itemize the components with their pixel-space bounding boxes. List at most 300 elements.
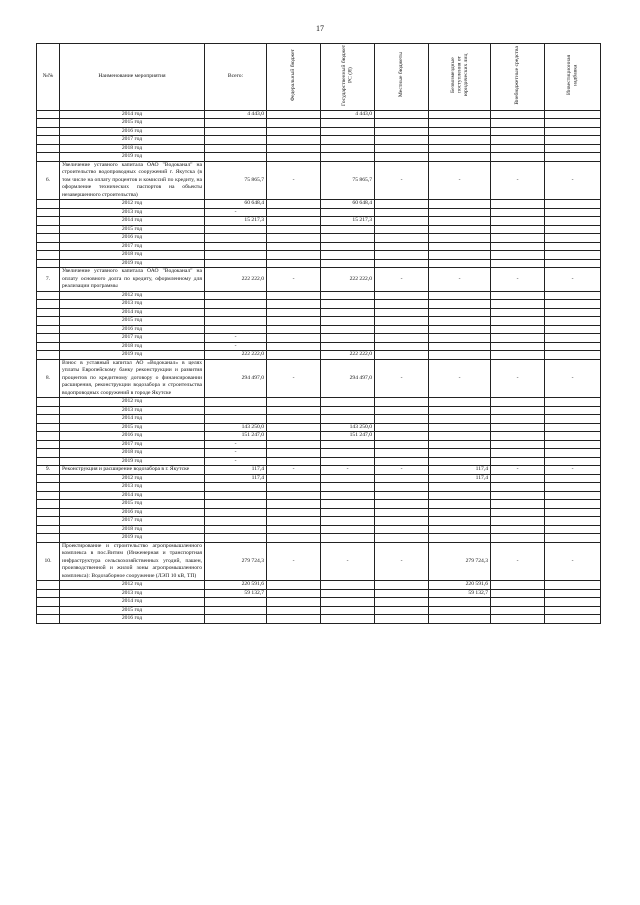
measure-number-cell — [37, 491, 60, 500]
local-value-cell — [375, 449, 429, 458]
total-value-cell: 4 443,0 — [205, 110, 267, 119]
grants-value-cell — [429, 110, 491, 119]
total-value-cell — [205, 144, 267, 153]
total-value-cell: 294 497,0 — [205, 359, 267, 398]
state-value-cell — [321, 398, 375, 407]
investment-value-cell — [545, 491, 601, 500]
total-value-cell — [205, 119, 267, 128]
state-value-cell — [321, 300, 375, 309]
grants-value-cell — [429, 234, 491, 243]
year-row — [37, 291, 601, 300]
total-value-cell: 143 250,0 — [205, 423, 267, 432]
measure-number-cell — [37, 351, 60, 360]
total-value-cell: 117,4 — [205, 466, 267, 475]
state-value-cell — [321, 415, 375, 424]
total-value-cell — [205, 406, 267, 415]
grants-value-cell — [429, 517, 491, 526]
extrabudget-value-cell — [491, 200, 545, 209]
grants-value-cell — [429, 500, 491, 509]
federal-value-cell — [267, 398, 321, 407]
investment-value-cell — [545, 517, 601, 526]
grants-value-cell — [429, 217, 491, 226]
state-value-cell: 222 222,0 — [321, 268, 375, 292]
grants-value-cell — [429, 457, 491, 466]
total-value-cell — [205, 127, 267, 136]
local-value-cell: - — [375, 161, 429, 200]
year-label-cell: 2014 год — [60, 110, 205, 119]
measure-number-cell — [37, 449, 60, 458]
federal-value-cell: - — [267, 268, 321, 292]
year-row — [37, 491, 601, 500]
header-investment: Инвестиционная надбавка — [545, 44, 601, 111]
total-value-cell — [205, 415, 267, 424]
grants-value-cell — [429, 449, 491, 458]
federal-value-cell — [267, 325, 321, 334]
extrabudget-value-cell — [491, 483, 545, 492]
federal-value-cell — [267, 483, 321, 492]
federal-value-cell — [267, 217, 321, 226]
year-row — [37, 525, 601, 534]
year-row — [37, 415, 601, 424]
measure-number-cell: 9. — [37, 466, 60, 475]
year-row — [37, 200, 601, 209]
total-value-cell: 222 222,0 — [205, 351, 267, 360]
extrabudget-value-cell — [491, 500, 545, 509]
state-value-cell — [321, 308, 375, 317]
measure-number-cell — [37, 500, 60, 509]
grants-value-cell — [429, 308, 491, 317]
total-value-cell — [205, 500, 267, 509]
year-row — [37, 153, 601, 162]
year-label-cell: 2013 год — [60, 589, 205, 598]
measure-number-cell: 10. — [37, 542, 60, 581]
extrabudget-value-cell — [491, 342, 545, 351]
local-value-cell — [375, 119, 429, 128]
table-header-row — [37, 44, 601, 111]
year-row — [37, 534, 601, 543]
investment-value-cell — [545, 525, 601, 534]
year-row — [37, 483, 601, 492]
grants-value-cell — [429, 432, 491, 441]
extrabudget-value-cell — [491, 225, 545, 234]
measure-number-cell — [37, 217, 60, 226]
state-value-cell — [321, 259, 375, 268]
federal-value-cell — [267, 200, 321, 209]
measure-number-cell — [37, 517, 60, 526]
measure-number-cell — [37, 208, 60, 217]
extrabudget-value-cell: - — [491, 161, 545, 200]
local-value-cell — [375, 500, 429, 509]
state-value-cell — [321, 440, 375, 449]
total-value-cell: 220 591,6 — [205, 581, 267, 590]
year-row — [37, 449, 601, 458]
federal-value-cell — [267, 334, 321, 343]
measure-number-cell — [37, 242, 60, 251]
grants-value-cell — [429, 259, 491, 268]
investment-value-cell — [545, 136, 601, 145]
table-body — [37, 110, 601, 623]
total-value-cell: - — [205, 440, 267, 449]
federal-value-cell — [267, 251, 321, 260]
extrabudget-value-cell — [491, 308, 545, 317]
measure-number-cell — [37, 423, 60, 432]
year-label-cell: 2016 год — [60, 325, 205, 334]
header-total: Всего: — [205, 44, 267, 111]
total-value-cell: 151 247,0 — [205, 432, 267, 441]
year-row — [37, 308, 601, 317]
federal-value-cell: - — [267, 466, 321, 475]
local-value-cell — [375, 234, 429, 243]
year-row — [37, 342, 601, 351]
year-label-cell: 2015 год — [60, 606, 205, 615]
measure-number-cell — [37, 291, 60, 300]
investment-value-cell: - — [545, 161, 601, 200]
year-label-cell: 2013 год — [60, 483, 205, 492]
measure-row — [37, 268, 601, 292]
federal-value-cell — [267, 581, 321, 590]
local-value-cell — [375, 457, 429, 466]
extrabudget-value-cell — [491, 589, 545, 598]
extrabudget-value-cell — [491, 300, 545, 309]
grants-value-cell — [429, 534, 491, 543]
local-value-cell — [375, 525, 429, 534]
measure-number-cell: 7. — [37, 268, 60, 292]
year-label-cell: 2015 год — [60, 500, 205, 509]
year-label-cell: 2017 год — [60, 242, 205, 251]
local-value-cell — [375, 508, 429, 517]
state-value-cell — [321, 457, 375, 466]
total-value-cell — [205, 234, 267, 243]
extrabudget-value-cell — [491, 234, 545, 243]
federal-value-cell — [267, 127, 321, 136]
total-value-cell — [205, 308, 267, 317]
federal-value-cell — [267, 508, 321, 517]
year-row — [37, 225, 601, 234]
year-label-cell: 2015 год — [60, 119, 205, 128]
measure-number-cell — [37, 225, 60, 234]
year-label-cell: 2012 год — [60, 291, 205, 300]
measure-number-cell — [37, 308, 60, 317]
state-value-cell — [321, 144, 375, 153]
year-label-cell: 2018 год — [60, 342, 205, 351]
local-value-cell — [375, 534, 429, 543]
local-value-cell — [375, 415, 429, 424]
investment-value-cell — [545, 406, 601, 415]
local-value-cell — [375, 589, 429, 598]
total-value-cell — [205, 300, 267, 309]
grants-value-cell: 220 591,6 — [429, 581, 491, 590]
measure-number-cell — [37, 483, 60, 492]
total-value-cell — [205, 598, 267, 607]
local-value-cell — [375, 208, 429, 217]
federal-value-cell — [267, 474, 321, 483]
federal-value-cell — [267, 351, 321, 360]
year-row — [37, 517, 601, 526]
local-value-cell — [375, 200, 429, 209]
federal-value-cell — [267, 225, 321, 234]
year-label-cell: 2012 год — [60, 474, 205, 483]
grants-value-cell — [429, 508, 491, 517]
year-label-cell: 2017 год — [60, 136, 205, 145]
extrabudget-value-cell — [491, 491, 545, 500]
local-value-cell — [375, 406, 429, 415]
state-value-cell: 75 865,7 — [321, 161, 375, 200]
extrabudget-value-cell — [491, 325, 545, 334]
year-label-cell: 2016 год — [60, 615, 205, 624]
extrabudget-value-cell — [491, 144, 545, 153]
extrabudget-value-cell — [491, 136, 545, 145]
grants-value-cell: 117,4 — [429, 474, 491, 483]
investment-value-cell — [545, 217, 601, 226]
state-value-cell — [321, 225, 375, 234]
investment-value-cell — [545, 308, 601, 317]
total-value-cell: 59 132,7 — [205, 589, 267, 598]
total-value-cell: 60 648,4 — [205, 200, 267, 209]
federal-value-cell — [267, 342, 321, 351]
state-value-cell — [321, 589, 375, 598]
year-row — [37, 606, 601, 615]
extrabudget-value-cell — [491, 351, 545, 360]
year-label-cell: 2018 год — [60, 525, 205, 534]
investment-value-cell — [545, 200, 601, 209]
federal-value-cell: - — [267, 542, 321, 581]
local-value-cell — [375, 259, 429, 268]
state-value-cell — [321, 153, 375, 162]
measure-number-cell — [37, 508, 60, 517]
year-row — [37, 474, 601, 483]
year-row — [37, 325, 601, 334]
local-value-cell — [375, 144, 429, 153]
local-value-cell — [375, 440, 429, 449]
investment-value-cell — [545, 251, 601, 260]
grants-value-cell — [429, 525, 491, 534]
investment-value-cell — [545, 325, 601, 334]
total-value-cell — [205, 491, 267, 500]
investment-value-cell — [545, 440, 601, 449]
year-label-cell: 2014 год — [60, 598, 205, 607]
local-value-cell — [375, 136, 429, 145]
measure-number-cell — [37, 110, 60, 119]
extrabudget-value-cell — [491, 581, 545, 590]
year-label-cell: 2014 год — [60, 415, 205, 424]
investment-value-cell — [545, 598, 601, 607]
year-row — [37, 508, 601, 517]
investment-value-cell — [545, 589, 601, 598]
extrabudget-value-cell — [491, 334, 545, 343]
year-label-cell: 2017 год — [60, 440, 205, 449]
extrabudget-value-cell — [491, 423, 545, 432]
state-value-cell — [321, 606, 375, 615]
total-value-cell — [205, 483, 267, 492]
extrabudget-value-cell — [491, 615, 545, 624]
grants-value-cell — [429, 483, 491, 492]
extrabudget-value-cell — [491, 508, 545, 517]
local-value-cell: - — [375, 542, 429, 581]
extrabudget-value-cell — [491, 242, 545, 251]
state-value-cell — [321, 342, 375, 351]
state-value-cell — [321, 325, 375, 334]
federal-value-cell — [267, 317, 321, 326]
extrabudget-value-cell — [491, 440, 545, 449]
measure-number-cell — [37, 534, 60, 543]
extrabudget-value-cell — [491, 208, 545, 217]
federal-value-cell — [267, 491, 321, 500]
state-value-cell — [321, 136, 375, 145]
investment-value-cell — [545, 432, 601, 441]
state-value-cell — [321, 534, 375, 543]
header-federal: Федеральный бюджет — [267, 44, 321, 111]
state-value-cell — [321, 449, 375, 458]
year-label-cell: 2016 год — [60, 432, 205, 441]
federal-value-cell — [267, 259, 321, 268]
investment-value-cell — [545, 474, 601, 483]
total-value-cell — [205, 251, 267, 260]
local-value-cell: - — [375, 268, 429, 292]
total-value-cell: - — [205, 334, 267, 343]
total-value-cell: 15 217,3 — [205, 217, 267, 226]
grants-value-cell: - — [429, 161, 491, 200]
investment-value-cell — [545, 534, 601, 543]
total-value-cell: 117,4 — [205, 474, 267, 483]
investment-value-cell — [545, 457, 601, 466]
federal-value-cell — [267, 449, 321, 458]
state-value-cell: 4 443,0 — [321, 110, 375, 119]
measure-number-cell — [37, 259, 60, 268]
investment-value-cell — [545, 110, 601, 119]
grants-value-cell — [429, 415, 491, 424]
federal-value-cell — [267, 291, 321, 300]
state-value-cell: 151 247,0 — [321, 432, 375, 441]
measure-number-cell — [37, 398, 60, 407]
grants-value-cell — [429, 136, 491, 145]
year-label-cell: 2012 год — [60, 398, 205, 407]
federal-value-cell — [267, 517, 321, 526]
local-value-cell — [375, 291, 429, 300]
total-value-cell — [205, 136, 267, 145]
investment-value-cell: - — [545, 268, 601, 292]
investment-value-cell — [545, 317, 601, 326]
state-value-cell: 143 250,0 — [321, 423, 375, 432]
investment-value-cell — [545, 606, 601, 615]
investment-value-cell — [545, 242, 601, 251]
local-value-cell — [375, 325, 429, 334]
grants-value-cell — [429, 291, 491, 300]
total-value-cell — [205, 615, 267, 624]
measure-number-cell — [37, 342, 60, 351]
investment-value-cell: - — [545, 542, 601, 581]
local-value-cell — [375, 606, 429, 615]
local-value-cell — [375, 342, 429, 351]
measure-number-cell — [37, 432, 60, 441]
grants-value-cell — [429, 119, 491, 128]
measure-number-cell — [37, 615, 60, 624]
header-grants: Безвозмездные поступления от юридических лиц — [429, 44, 491, 111]
investment-value-cell — [545, 259, 601, 268]
total-value-cell — [205, 291, 267, 300]
federal-value-cell — [267, 153, 321, 162]
measure-number-cell — [37, 200, 60, 209]
state-value-cell — [321, 517, 375, 526]
measure-number-cell — [37, 153, 60, 162]
measure-name-cell: Взнос в уставный капитал АО «Водоканал» в целях уплаты Европейскому банку реконструкции и развития процентов по кредитному договору о финансировании расширения, реконструкции водозабора и строительства водопроводных сооружений в городе Якутске — [60, 359, 205, 398]
year-row — [37, 259, 601, 268]
year-label-cell: 2012 год — [60, 200, 205, 209]
measure-number-cell — [37, 144, 60, 153]
total-value-cell — [205, 398, 267, 407]
state-value-cell — [321, 508, 375, 517]
state-value-cell: 15 217,3 — [321, 217, 375, 226]
federal-value-cell — [267, 144, 321, 153]
federal-value-cell — [267, 423, 321, 432]
total-value-cell: 279 724,3 — [205, 542, 267, 581]
grants-value-cell: - — [429, 268, 491, 292]
measure-number-cell — [37, 127, 60, 136]
grants-value-cell: - — [429, 359, 491, 398]
grants-value-cell — [429, 615, 491, 624]
state-value-cell — [321, 208, 375, 217]
federal-value-cell — [267, 534, 321, 543]
extrabudget-value-cell — [491, 415, 545, 424]
measure-row — [37, 542, 601, 581]
year-label-cell: 2019 год — [60, 534, 205, 543]
state-value-cell: 222 222,0 — [321, 351, 375, 360]
federal-value-cell — [267, 308, 321, 317]
investment-value-cell — [545, 581, 601, 590]
year-label-cell: 2015 год — [60, 225, 205, 234]
measure-number-cell: 6. — [37, 161, 60, 200]
state-value-cell — [321, 317, 375, 326]
investment-value-cell — [545, 449, 601, 458]
measure-number-cell — [37, 334, 60, 343]
year-row — [37, 500, 601, 509]
measure-name-cell: Увеличение уставного капитала ОАО "Водоканал" на оплату основного долга по кредиту, оформленному для реализации программы — [60, 268, 205, 292]
extrabudget-value-cell — [491, 406, 545, 415]
year-row — [37, 398, 601, 407]
measure-number-cell — [37, 317, 60, 326]
total-value-cell: - — [205, 449, 267, 458]
measure-number-cell — [37, 474, 60, 483]
local-value-cell — [375, 308, 429, 317]
extrabudget-value-cell — [491, 474, 545, 483]
grants-value-cell — [429, 351, 491, 360]
measure-row — [37, 161, 601, 200]
state-value-cell — [321, 234, 375, 243]
extrabudget-value-cell: - — [491, 268, 545, 292]
investment-value-cell — [545, 508, 601, 517]
year-row — [37, 317, 601, 326]
total-value-cell — [205, 525, 267, 534]
local-value-cell — [375, 127, 429, 136]
federal-value-cell — [267, 234, 321, 243]
state-value-cell: - — [321, 542, 375, 581]
grants-value-cell — [429, 251, 491, 260]
investment-value-cell — [545, 127, 601, 136]
header-local: Местные бюджеты — [375, 44, 429, 111]
investment-value-cell: - — [545, 359, 601, 398]
local-value-cell — [375, 432, 429, 441]
measure-number-cell — [37, 234, 60, 243]
extrabudget-value-cell — [491, 291, 545, 300]
extrabudget-value-cell — [491, 119, 545, 128]
local-value-cell: - — [375, 359, 429, 398]
year-row — [37, 423, 601, 432]
year-label-cell: 2019 год — [60, 457, 205, 466]
investment-value-cell — [545, 208, 601, 217]
local-value-cell — [375, 153, 429, 162]
local-value-cell: - — [375, 466, 429, 475]
measure-row — [37, 466, 601, 475]
measure-number-cell — [37, 300, 60, 309]
